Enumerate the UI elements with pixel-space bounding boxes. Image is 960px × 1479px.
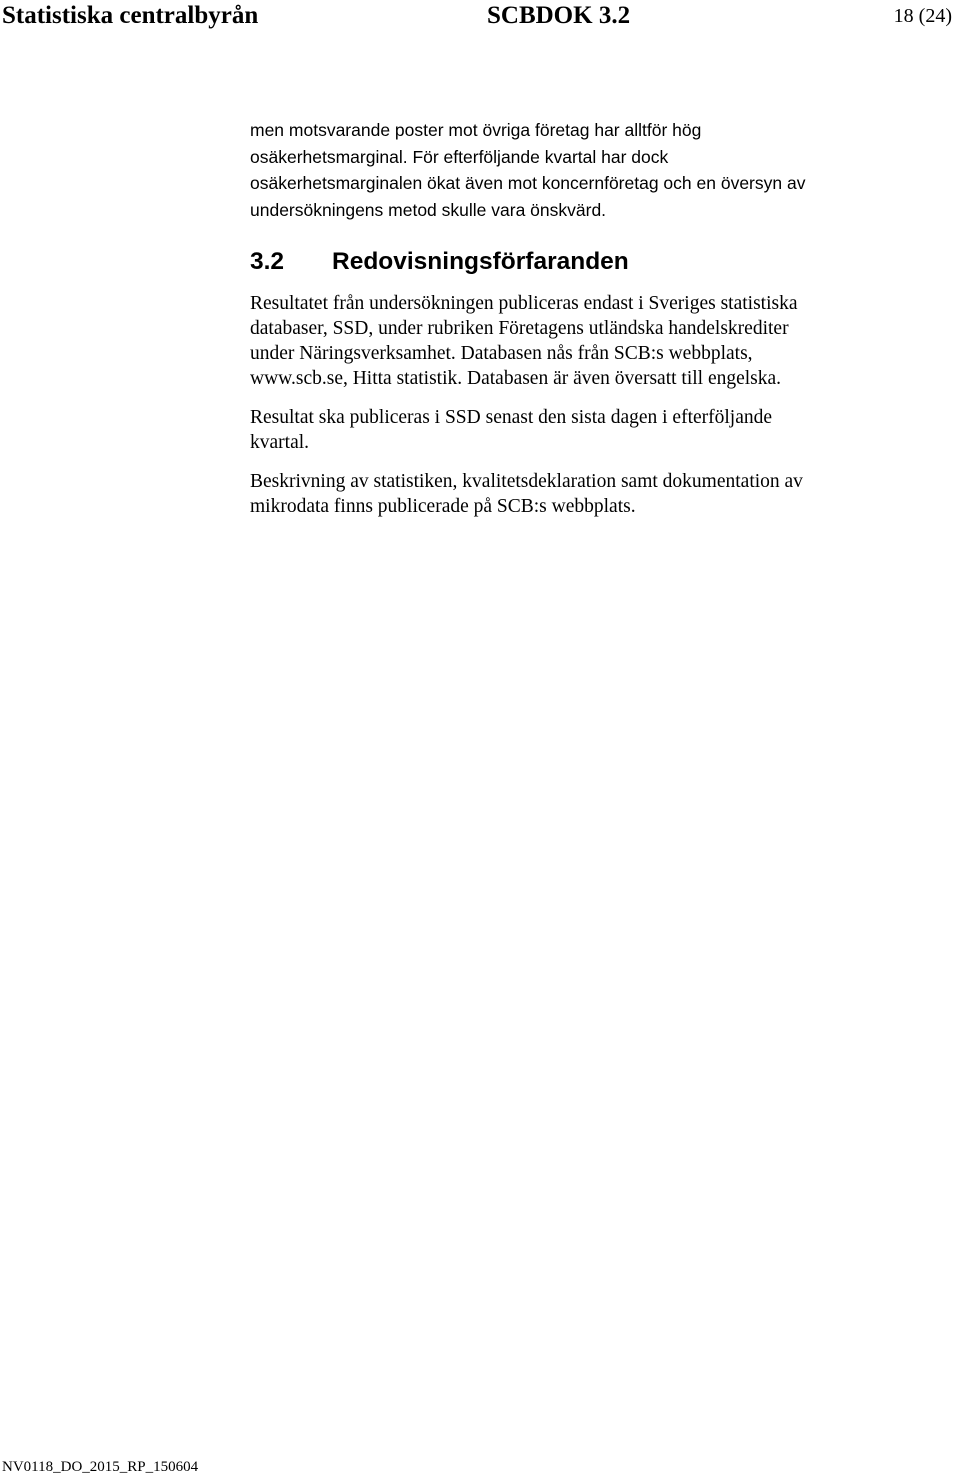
section-number: 3.2 <box>250 248 285 275</box>
document-body <box>250 117 940 533</box>
organization-name: Statistiska centralbyrån <box>2 2 259 29</box>
page-header <box>0 0 960 40</box>
section-title: Redovisningsförfaranden <box>332 248 629 275</box>
footer-code: NV0118_DO_2015_RP_150604 <box>2 1459 199 1475</box>
page-number: 18 (24) <box>893 5 952 27</box>
section-heading <box>250 247 940 277</box>
paragraph-publication: Resultatet från undersökningen publiceras endast i Sveriges statistiska databaser, SSD, under rubriken Företagens utländska handelskrediter under Näringsverksamhet. Databasen nås från SCB:s webbplats, www.scb.se, Hitta statistik. Databasen är även översatt till engelska. <box>250 293 798 389</box>
document-id: SCBDOK 3.2 <box>487 2 631 29</box>
intro-paragraph: men motsvarande poster mot övriga företag har alltför hög osäkerhetsmarginal. För efterföljande kvartal har dock osäkerhetsmarginalen ökat även mot koncernföretag och en översyn av undersökningens metod skulle vara önskvärd. <box>250 120 806 220</box>
paragraph-deadline: Resultat ska publiceras i SSD senast den sista dagen i efterföljande kvartal. <box>250 407 773 453</box>
paragraph-documentation: Beskrivning av statistiken, kvalitetsdeklaration samt dokumentation av mikrodata finns publicerade på SCB:s webbplats. <box>250 471 803 517</box>
